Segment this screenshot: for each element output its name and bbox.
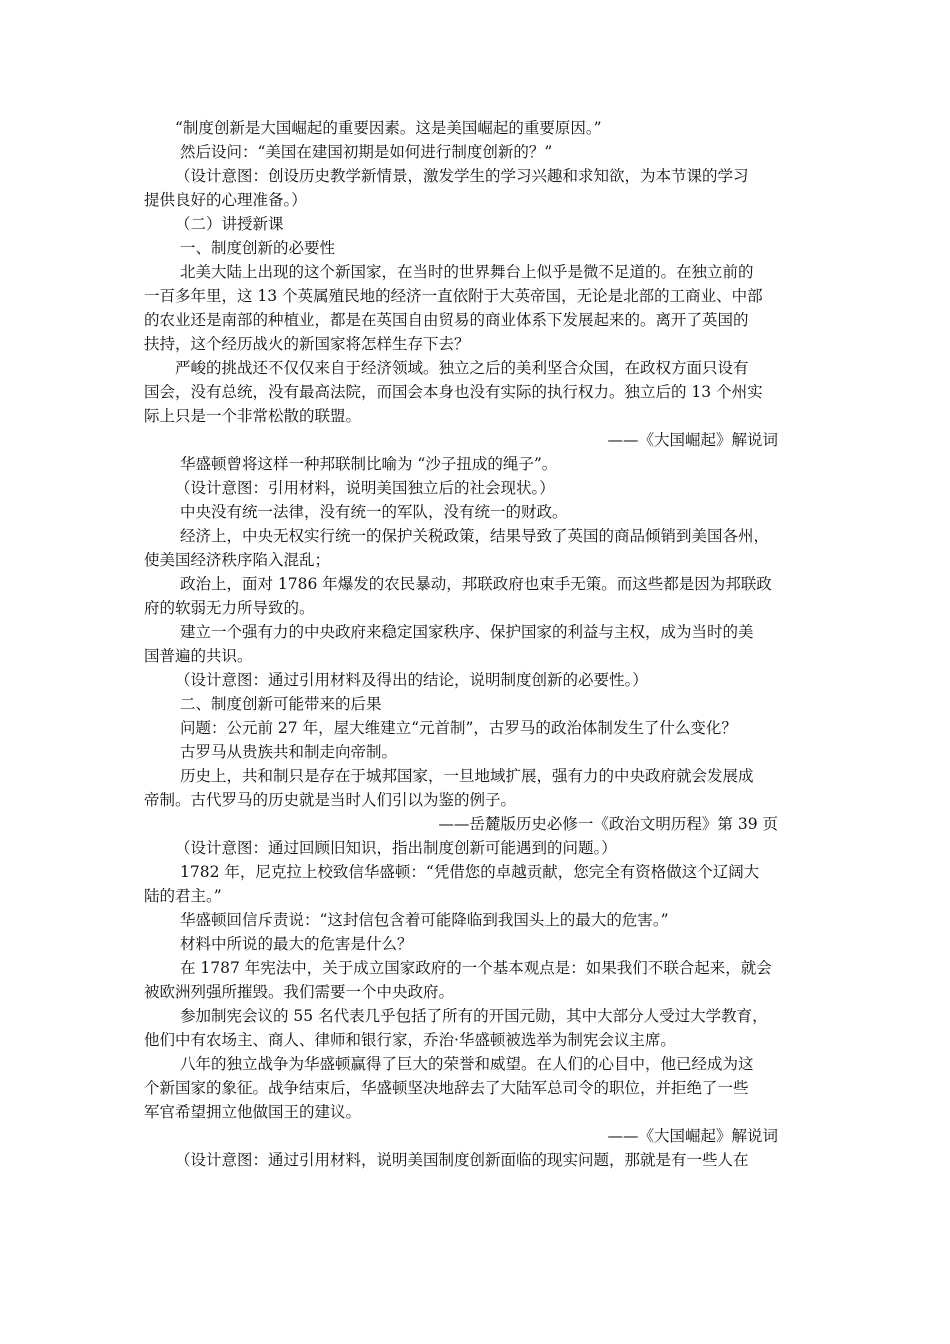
text-line: 被欧洲列强所摧毁。我们需要一个中央政府。 — [144, 983, 455, 1001]
citation-line: ——岳麓版历史必修一《政治文明历程》第 39 页 — [438, 815, 778, 833]
text-line: 际上只是一个非常松散的联盟。 — [144, 407, 362, 425]
text-line: 八年的独立战争为华盛顿赢得了巨大的荣誉和威望。在人们的心目中，他已经成为这 — [180, 1055, 754, 1073]
text-line: 国会，没有总统，没有最高法院，而国会本身也没有实际的执行权力。独立后的 13 个州实 — [144, 383, 763, 401]
text-line: 参加制宪会议的 55 名代表几乎包括了所有的开国元勋，其中大部分人受过大学教育， — [180, 1007, 768, 1025]
text-line: 严峻的挑战还不仅仅来自于经济领域。独立之后的美利坚合众国，在政权方面只设有 — [175, 359, 749, 377]
text-line: 经济上，中央无权实行统一的保护关税政策，结果导致了英国的商品倾销到美国各州， — [180, 527, 770, 545]
text-line: 材料中所说的最大的危害是什么？ — [180, 935, 413, 953]
text-line: 古罗马从贵族共和制走向帝制。 — [180, 743, 398, 761]
text-line: 一百多年里，这 13 个英属殖民地的经济一直依附于大英帝国，无论是北部的工商业、中部 — [144, 287, 763, 305]
text-line: 使美国经济秩序陷入混乱； — [144, 551, 331, 569]
text-line: 的农业还是南部的种植业，都是在英国自由贸易的商业体系下发展起来的。离开了英国的 — [144, 311, 749, 329]
text-line: 历史上，共和制只是存在于城邦国家，一旦地域扩展，强有力的中央政府就会发展成 — [180, 767, 754, 785]
text-line: （设计意图：通过引用材料及得出的结论，说明制度创新的必要性。） — [175, 671, 648, 689]
text-line: （设计意图：通过回顾旧知识，指出制度创新可能遇到的问题。） — [175, 839, 617, 857]
citation-line: ——《大国崛起》解说词 — [607, 1127, 778, 1145]
text-line: 府的软弱无力所导致的。 — [144, 599, 315, 617]
text-line: 二、制度创新可能带来的后果 — [180, 695, 382, 713]
text-line: （二）讲授新课 — [175, 215, 284, 233]
text-line: 华盛顿曾将这样一种邦联制比喻为 “沙子扭成的绳子”。 — [180, 455, 558, 473]
text-line: 北美大陆上出现的这个新国家，在当时的世界舞台上似乎是微不足道的。在独立前的 — [180, 263, 754, 281]
text-line: “制度创新是大国崛起的重要因素。这是美国崛起的重要原因。” — [175, 119, 602, 137]
text-line: 军官希望拥立他做国王的建议。 — [144, 1103, 362, 1121]
text-line: 他们中有农场主、商人、律师和银行家，乔治·华盛顿被选举为制宪会议主席。 — [144, 1031, 676, 1049]
text-line: 政治上，面对 1786 年爆发的农民暴动，邦联政府也束手无策。而这些都是因为邦联政 — [180, 575, 772, 593]
text-line: 在 1787 年宪法中，关于成立国家政府的一个基本观点是：如果我们不联合起来，就会 — [180, 959, 772, 977]
text-line: 陆的君主。” — [144, 887, 222, 905]
text-line: （设计意图：创设历史教学新情景，激发学生的学习兴趣和求知欲，为本节课的学习 — [175, 167, 749, 185]
text-line: 扶持，这个经历战火的新国家将怎样生存下去？ — [144, 335, 470, 353]
text-line: 提供良好的心理准备。） — [144, 191, 307, 209]
text-line: 帝制。古代罗马的历史就是当时人们引以为鉴的例子。 — [144, 791, 517, 809]
text-line: 1782 年，尼克拉上校致信华盛顿：“凭借您的卓越贡献，您完全有资格做这个辽阔大 — [180, 863, 760, 881]
text-line: （设计意图：通过引用材料，说明美国制度创新面临的现实问题，那就是有一些人在 — [175, 1151, 749, 1169]
text-line: 问题：公元前 27 年，屋大维建立“元首制”，古罗马的政治体制发生了什么变化？ — [180, 719, 737, 737]
text-line: （设计意图：引用材料，说明美国独立后的社会现状。） — [175, 479, 555, 497]
citation-line: ——《大国崛起》解说词 — [607, 431, 778, 449]
text-line: 华盛顿回信斥责说：“这封信包含着可能降临到我国头上的最大的危害。” — [180, 911, 669, 929]
text-line: 建立一个强有力的中央政府来稳定国家秩序、保护国家的利益与主权，成为当时的美 — [180, 623, 754, 641]
text-line: 中央没有统一法律，没有统一的军队，没有统一的财政。 — [180, 503, 568, 521]
text-line: 然后设问：“美国在建国初期是如何进行制度创新的？” — [180, 143, 553, 161]
text-line: 个新国家的象征。战争结束后，华盛顿坚决地辞去了大陆军总司令的职位，并拒绝了一些 — [144, 1079, 749, 1097]
document-page — [144, 116, 808, 1172]
text-line: 国普遍的共识。 — [144, 647, 253, 665]
text-line: 一、制度创新的必要性 — [180, 239, 336, 257]
